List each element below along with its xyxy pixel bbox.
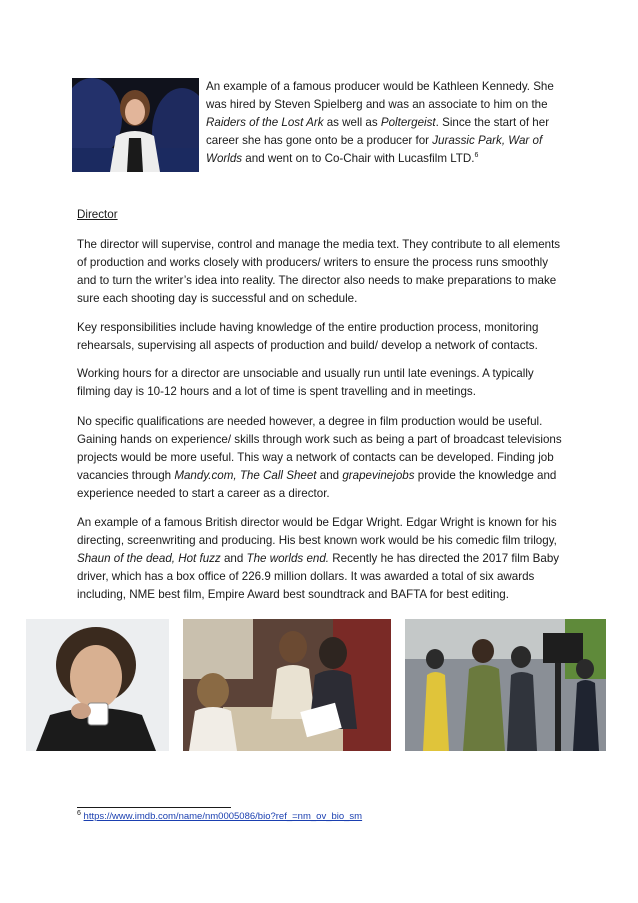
- paragraph-3: Working hours for a director are unsociable and usually run until late evenings. A typically filming day is 10-12 hours and a lot of time is spent travelling and in meetings.: [77, 367, 534, 398]
- intro-text-d: Poltergeist: [380, 116, 436, 129]
- section-heading-director: Director: [77, 208, 118, 221]
- intro-text-b: Raiders of the Lost Ark: [206, 116, 324, 129]
- paragraph-5: [77, 514, 565, 604]
- p4-text-c: and: [316, 469, 343, 482]
- footnote: [77, 810, 362, 824]
- footnote-ref: 6: [474, 152, 479, 160]
- intro-text-c: as well as: [323, 116, 381, 129]
- diner-scene-photo: [183, 619, 391, 751]
- intro-text-a: An example of a famous producer would be Kathleen Kennedy. She was hired by Steven Spielberg and was an associate to him on the: [206, 80, 554, 111]
- footnote-link[interactable]: https://www.imdb.com/name/nm0005086/bio?ref_=nm_ov_bio_sm: [83, 811, 363, 822]
- p5-text-c: and: [220, 552, 247, 565]
- diner-scene-icon: [183, 619, 391, 751]
- paragraph-4: [77, 413, 565, 503]
- paragraph-1: The director will supervise, control and manage the media text. They contribute to all elements of production and works closely with producers/ writers to ensure the process runs smoothly and to turn the writer’s idea into reality. The director also needs to make preparations to make sure each shooting day is successful and on schedule.: [77, 238, 561, 305]
- portrait-photo-icon: [26, 619, 169, 751]
- film-set-icon: [405, 619, 606, 751]
- intro-text-g: and went on to Co-Chair with Lucasfilm LTD.: [242, 152, 475, 165]
- p4-text-d: grapevinejobs: [342, 469, 415, 482]
- paragraph-2: Key responsibilities include having knowledge of the entire production process, monitoring rehearsals, supervising all aspects of production and build/ develop a network of contacts.: [77, 321, 539, 352]
- p5-text-b: Shaun of the dead, Hot fuzz: [77, 552, 221, 565]
- intro-paragraph: [206, 78, 564, 168]
- p4-text-b: Mandy.com, The Call Sheet: [174, 469, 317, 482]
- p5-text-d: The worlds end.: [246, 552, 330, 565]
- intro-text-e: . Since the start of her career she has gone onto be a producer for: [206, 116, 550, 147]
- edgar-wright-photo: [26, 619, 169, 751]
- film-set-photo: [405, 619, 606, 751]
- kathleen-kennedy-photo: [72, 78, 199, 172]
- footnote-number: 6: [77, 809, 81, 817]
- intro-text-f: Jurassic Park, War of Worlds: [206, 134, 543, 165]
- p4-text-e: provide the knowledge and experience needed to start a career as a director.: [77, 469, 557, 500]
- p5-text-e: Recently he has directed the 2017 film Baby driver, which has a box office of 226.9 million dollars. It was awarded a total of six awards including, NME best film, Empire Award best soundtrack and BAFTA for best editing.: [77, 552, 560, 601]
- footnote-separator: [77, 807, 231, 808]
- portrait-photo-icon: [72, 78, 199, 172]
- p4-text-a: No specific qualifications are needed however, a degree in film production would be useful. Gaining hands on experience/ skills through work such as being a part of broadcast televisions projects would be more useful. This way a network of contacts can be developed. Finding job vacancies through: [77, 415, 562, 482]
- p5-text-a: An example of a famous British director would be Edgar Wright. Edgar Wright is known for his directing, screenwriting and producing. His best known work would be his comedic film trilogy,: [77, 516, 557, 547]
